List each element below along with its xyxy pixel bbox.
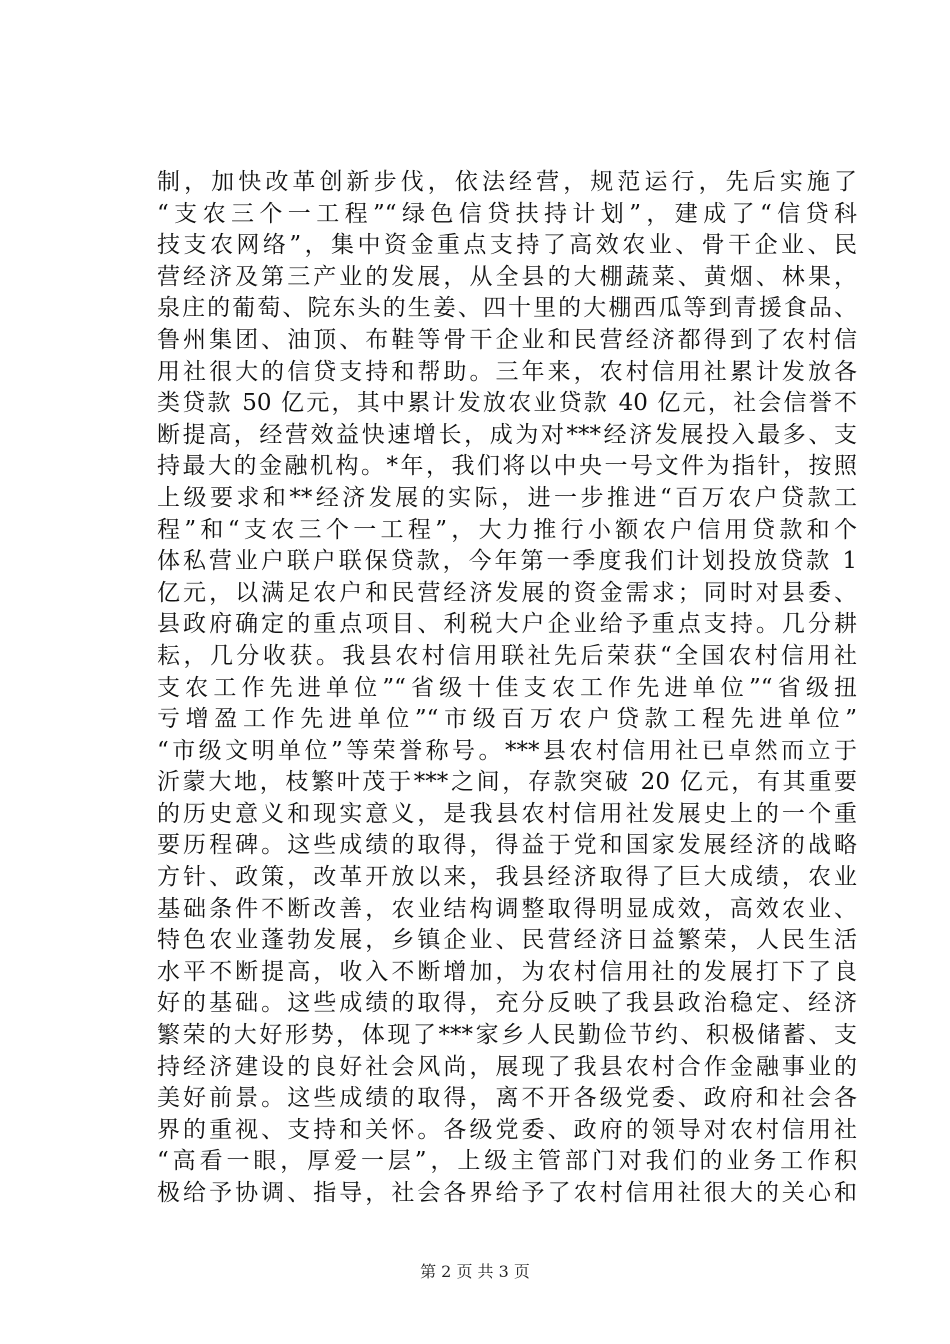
text-line: 鲁州集团、油顶、布鞋等骨干企业和民营经济都得到了农村信 xyxy=(157,326,857,353)
text-line: 耘，几分收获。我县农村信用联社先后荣获“全国农村信用社 xyxy=(157,642,857,669)
text-line: 基础条件不断改善，农业结构调整取得明显成效，高效农业、 xyxy=(157,895,857,922)
text-line: 类贷款 50 亿元，其中累计发放农业贷款 40 亿元，社会信誉不 xyxy=(157,390,857,417)
text-line: 方针、政策，改革开放以来，我县经济取得了巨大成绩，农业 xyxy=(157,864,857,891)
text-line: 用社很大的信贷支持和帮助。三年来，农村信用社累计发放各 xyxy=(157,358,857,385)
text-line: 极给予协调、指导，社会各界给予了农村信用社很大的关心和 xyxy=(157,1180,857,1206)
text-line: 界的重视、支持和关怀。各级党委、政府的领导对农村信用社 xyxy=(157,1116,857,1143)
text-line: 好的基础。这些成绩的取得，充分反映了我县政治稳定、经济 xyxy=(157,990,857,1017)
text-line: 县政府确定的重点项目、利税大户企业给予重点支持。几分耕 xyxy=(157,611,857,638)
text-line: 程”和“支农三个一工程”，大力推行小额农户信用贷款和个 xyxy=(157,516,857,543)
page-footer xyxy=(0,1262,950,1282)
text-line: 上级要求和**经济发展的实际，进一步推进“百万农户贷款工 xyxy=(157,484,857,511)
text-line: 持最大的金融机构。*年，我们将以中央一号文件为指针，按照 xyxy=(157,453,857,480)
text-line: 持经济建设的良好社会风尚，展现了我县农村合作金融事业的 xyxy=(157,1053,857,1080)
text-line: “支农三个一工程”“绿色信贷扶持计划”，建成了“信贷科 xyxy=(157,200,857,227)
text-line: 沂蒙大地，枝繁叶茂于***之间，存款突破 20 亿元，有其重要 xyxy=(157,769,857,796)
text-line: “市级文明单位”等荣誉称号。***县农村信用社已卓然而立于 xyxy=(157,737,857,764)
text-line: 断提高，经营效益快速增长，成为对***经济发展投入最多、支 xyxy=(157,421,857,448)
text-line: 制，加快改革创新步伐，依法经营，规范运行，先后实施了 xyxy=(157,169,857,195)
text-line: 营经济及第三产业的发展，从全县的大棚蔬菜、黄烟、林果， xyxy=(157,263,857,290)
text-line: 技支农网络”，集中资金重点支持了高效农业、骨干企业、民 xyxy=(157,232,857,259)
text-line: 体私营业户联户联保贷款，今年第一季度我们计划投放贷款 1 xyxy=(157,548,857,575)
text-line: 的历史意义和现实意义，是我县农村信用社发展史上的一个重 xyxy=(157,800,857,827)
body-text xyxy=(157,167,857,1210)
text-line: 亿元，以满足农户和民营经济发展的资金需求；同时对县委、 xyxy=(157,579,857,606)
page-number-label: 第 2 页 共 3 页 xyxy=(420,1262,530,1281)
text-line: 亏增盈工作先进单位”“市级百万农户贷款工程先进单位” xyxy=(157,706,857,733)
text-line: 要历程碑。这些成绩的取得，得益于党和国家发展经济的战略 xyxy=(157,832,857,859)
text-line: 支农工作先进单位”“省级十佳支农工作先进单位”“省级扭 xyxy=(157,674,857,701)
text-line: 繁荣的大好形势，体现了***家乡人民勤俭节约、积极储蓄、支 xyxy=(157,1022,857,1049)
text-line: “高看一眼，厚爱一层”，上级主管部门对我们的业务工作积 xyxy=(157,1148,857,1175)
text-line: 美好前景。这些成绩的取得，离不开各级党委、政府和社会各 xyxy=(157,1085,857,1112)
text-line: 水平不断提高，收入不断增加，为农村信用社的发展打下了良 xyxy=(157,958,857,985)
text-line: 泉庄的葡萄、院东头的生姜、四十里的大棚西瓜等到青援食品、 xyxy=(157,295,857,322)
text-line: 特色农业蓬勃发展，乡镇企业、民营经济日益繁荣，人民生活 xyxy=(157,927,857,954)
